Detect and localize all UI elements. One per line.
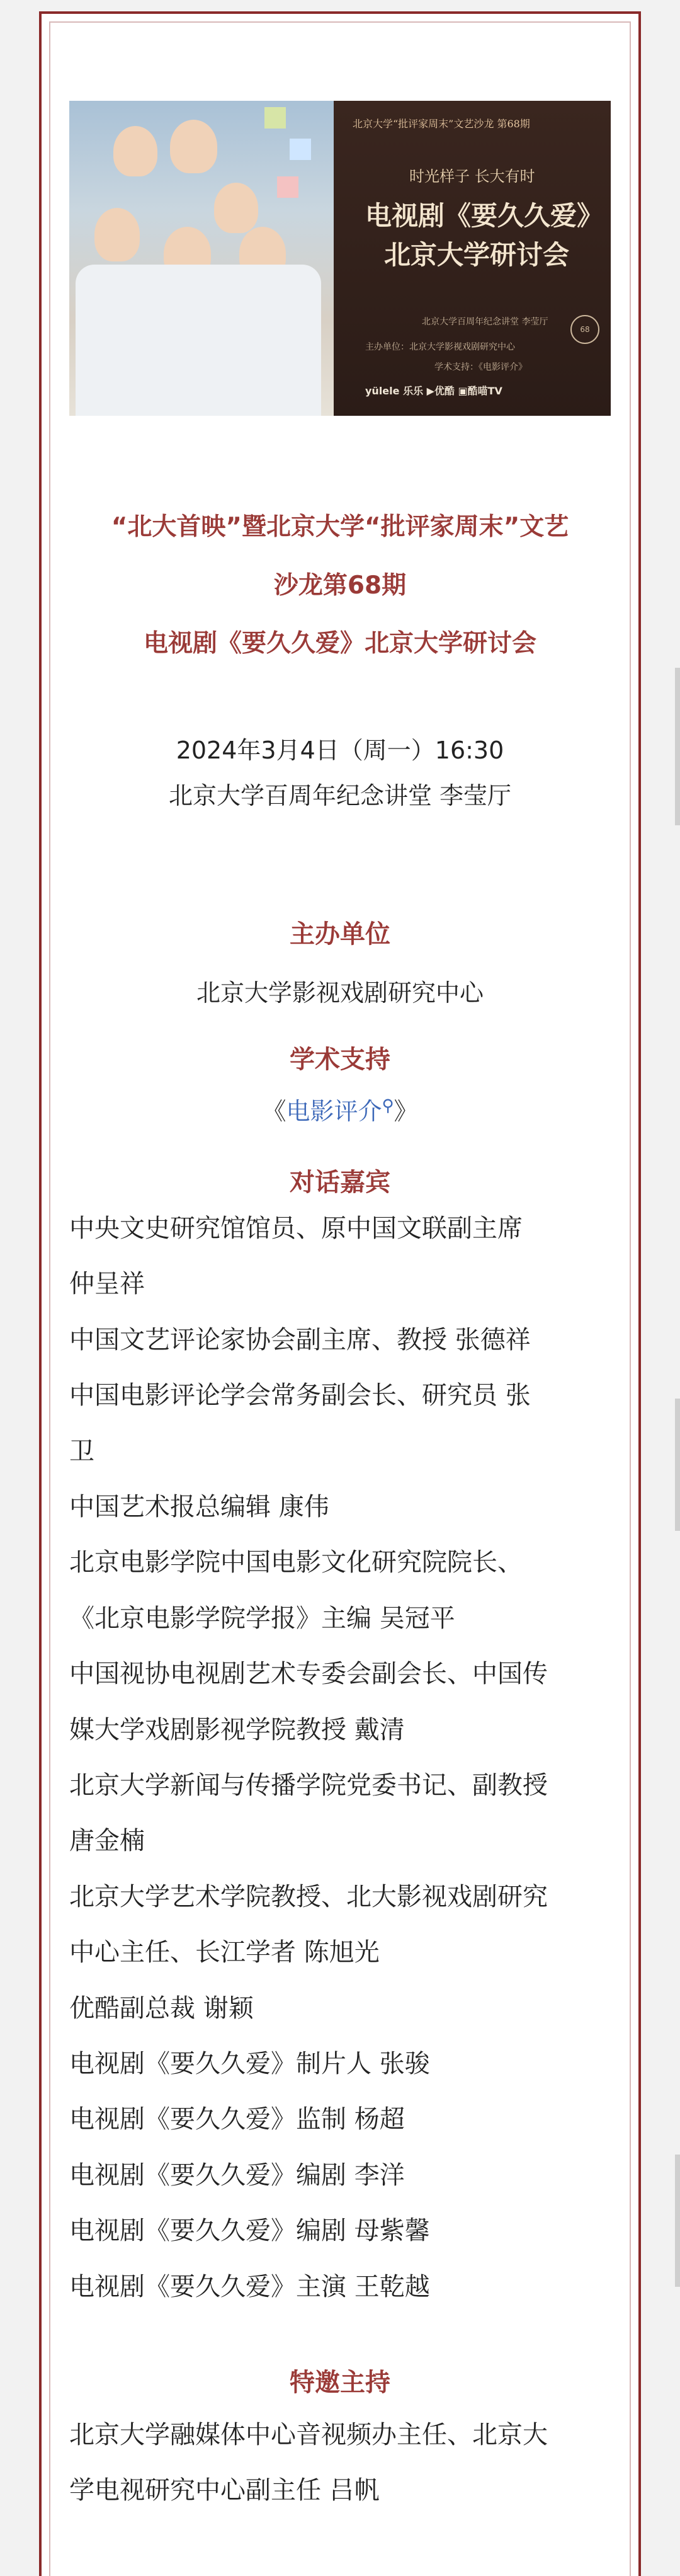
poster-venue: 北京大学百周年纪念讲堂 李莹厅 — [422, 317, 548, 327]
guest-line: 唐金楠 — [69, 1826, 145, 1856]
support-link[interactable]: 电影评介 — [286, 1097, 382, 1125]
person-head — [94, 208, 140, 261]
poster-title-line2: 北京大学研讨会 — [384, 239, 570, 270]
guest-line: 北京大学新闻与传播学院党委书记、副教授 — [69, 1771, 548, 1800]
guest-line: 中央文史研究馆馆员、原中国文联副主席 — [69, 1214, 523, 1243]
poster-logos: yülele 乐乐 ▶优酷 ▣酷喵TV — [365, 385, 502, 397]
host-title: 特邀主持 — [290, 2368, 390, 2397]
guest-line: 电视剧《要久久爱》监制 杨超 — [69, 2105, 405, 2134]
event-poster — [69, 101, 611, 416]
support-line — [69, 1092, 611, 1126]
poster-photo-area — [69, 101, 334, 416]
search-icon[interactable]: ⚲ — [382, 1096, 394, 1116]
person-head — [170, 120, 217, 173]
poster-top-line: 北京大学“批评家周末”文艺沙龙 第68期 — [353, 118, 530, 130]
guest-line: 电视剧《要久久爱》制片人 张骏 — [69, 2049, 430, 2078]
guest-line: 媒大学戏剧影视学院教授 戴清 — [69, 1715, 405, 1744]
guest-line: 优酷副总裁 谢颖 — [69, 1993, 254, 2023]
guest-line: 中心主任、长江学者 陈旭光 — [69, 1938, 380, 1967]
support-title: 学术支持 — [290, 1045, 390, 1074]
support-prefix: 《 — [262, 1097, 286, 1125]
headline-line1: “北大首映”暨北京大学“批评家周末”文艺 — [111, 513, 569, 541]
person-head — [113, 126, 157, 176]
poster-subtitle: 时光样子 长大有时 — [409, 168, 535, 185]
event-datetime: 2024年3月4日（周一）16:30 — [176, 736, 504, 764]
scroll-indicator[interactable] — [675, 668, 680, 825]
guest-line: 电视剧《要久久爱》主演 王乾越 — [69, 2272, 430, 2301]
guests-title: 对话嘉宾 — [290, 1168, 390, 1197]
sticky-note — [277, 176, 298, 198]
organizer-value: 北京大学影视戏剧研究中心 — [196, 979, 484, 1007]
support-suffix: 》 — [394, 1097, 418, 1125]
poster-badge: 68 — [570, 315, 599, 344]
guest-line: 《北京电影学院学报》主编 吴冠平 — [69, 1603, 455, 1633]
host-line: 北京大学融媒体中心音视频办主任、北京大 — [69, 2420, 548, 2449]
sticky-note — [290, 139, 311, 160]
guest-line: 仲呈祥 — [69, 1269, 145, 1299]
organizer-title: 主办单位 — [290, 920, 390, 949]
event-venue: 北京大学百周年纪念讲堂 李莹厅 — [168, 782, 512, 810]
scroll-indicator-3[interactable] — [675, 2155, 680, 2287]
uniform-group — [76, 265, 321, 416]
guest-line: 中国视协电视剧艺术专委会副会长、中国传 — [69, 1659, 548, 1689]
headline-line2: 沙龙第68期 — [273, 571, 407, 600]
host-line: 学电视研究中心副主任 吕帆 — [69, 2476, 380, 2505]
headline-line3: 电视剧《要久久爱》北京大学研讨会 — [143, 629, 536, 658]
guest-line: 中国艺术报总编辑 康伟 — [69, 1492, 329, 1521]
guest-line: 卫 — [69, 1436, 94, 1466]
person-head — [214, 183, 258, 233]
guest-line: 电视剧《要久久爱》编剧 母紫馨 — [69, 2216, 430, 2246]
guest-line: 北京电影学院中国电影文化研究院院长、 — [69, 1548, 523, 1577]
scroll-indicator-2[interactable] — [675, 1399, 680, 1531]
guest-line: 北京大学艺术学院教授、北大影视戏剧研究 — [69, 1882, 548, 1911]
guest-line: 中国文艺评论家协会副主席、教授 张德祥 — [69, 1325, 531, 1354]
guest-line: 中国电影评论学会常务副会长、研究员 张 — [69, 1381, 531, 1411]
poster-support: 学术支持：《电影评介》 — [434, 362, 527, 372]
sticky-note — [264, 107, 286, 129]
guest-line: 电视剧《要久久爱》编剧 李洋 — [69, 2160, 405, 2190]
poster-organizer: 主办单位：北京大学影视戏剧研究中心 — [365, 342, 515, 352]
poster-title-line1: 电视剧《要久久爱》 — [365, 200, 604, 231]
